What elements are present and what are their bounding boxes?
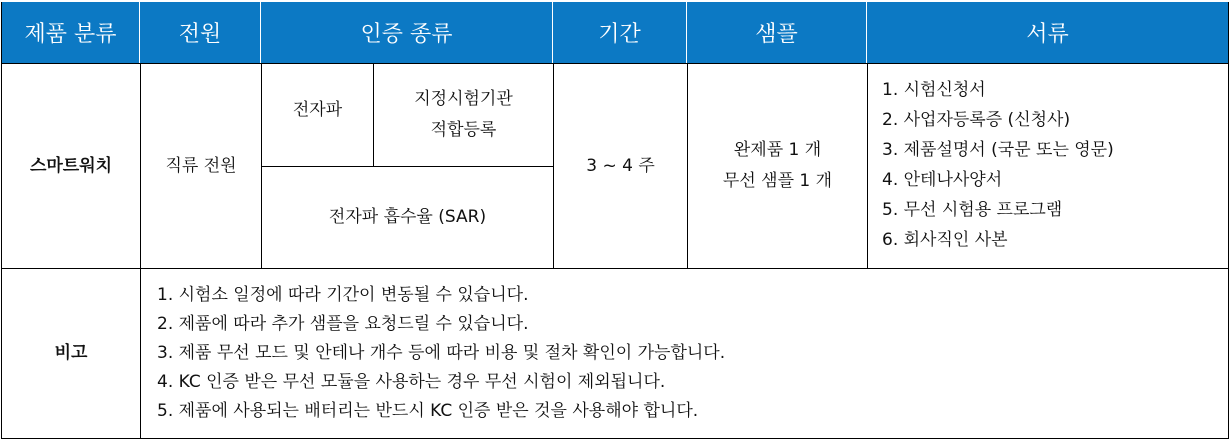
documents-item: 6. 회사직인 사본 xyxy=(882,230,1008,250)
cert-sar-cell: 전자파 흡수율 (SAR) xyxy=(328,207,487,227)
remarks-item: 5. 제품에 사용되는 배터리는 반드시 KC 인증 받은 것을 사용해야 합니다. xyxy=(157,401,699,421)
row-divider xyxy=(1,268,1229,269)
remarks-label: 비고 xyxy=(54,343,88,363)
documents-list xyxy=(882,75,1114,255)
cert-em-cell: 전자파 xyxy=(292,100,343,120)
period-cell: 3 ~ 4 주 xyxy=(586,155,655,176)
header-cert-type: 인증 종류 xyxy=(261,2,553,63)
sample-line1: 완제품 1 개 xyxy=(733,140,822,160)
documents-item: 1. 시험신청서 xyxy=(882,80,986,100)
documents-item: 5. 무선 시험용 프로그램 xyxy=(882,200,1063,220)
remarks-item: 4. KC 인증 받은 무선 모듈을 사용하는 경우 무선 시험이 제외됩니다. xyxy=(157,372,666,392)
header-sample: 샘플 xyxy=(687,2,867,63)
table-border-bottom xyxy=(1,438,1229,439)
remarks-item: 3. 제품 무선 모드 및 안테나 개수 등에 따라 비용 및 절차 확인이 가능합니다. xyxy=(157,343,726,363)
cert-lab-cell xyxy=(374,64,553,166)
remarks-item: 1. 시험소 일정에 따라 기간이 변동될 수 있습니다. xyxy=(157,285,529,305)
remarks-item: 2. 제품에 따라 추가 샘플을 요청드릴 수 있습니다. xyxy=(157,314,529,334)
col-divider-5 xyxy=(867,63,868,269)
header-category: 제품 분류 xyxy=(2,2,140,63)
sample-cell xyxy=(688,64,867,268)
header-power: 전원 xyxy=(140,2,261,63)
documents-item: 2. 사업자등록증 (신청사) xyxy=(882,110,1071,130)
remarks-list xyxy=(157,281,725,426)
documents-item: 3. 제품설명서 (국문 또는 영문) xyxy=(882,140,1114,160)
cert-lab-line2: 적합등록 xyxy=(430,120,497,140)
sample-line2: 무선 샘플 1 개 xyxy=(722,171,833,191)
category-cell: 스마트워치 xyxy=(29,155,113,176)
table-border-right xyxy=(1228,2,1229,439)
cert-lab-line1: 지정시험기관 xyxy=(414,89,513,109)
documents-item: 4. 안테나사양서 xyxy=(882,170,1003,190)
power-cell: 직류 전원 xyxy=(165,155,237,176)
header-documents: 서류 xyxy=(867,2,1228,63)
header-period: 기간 xyxy=(553,2,687,63)
